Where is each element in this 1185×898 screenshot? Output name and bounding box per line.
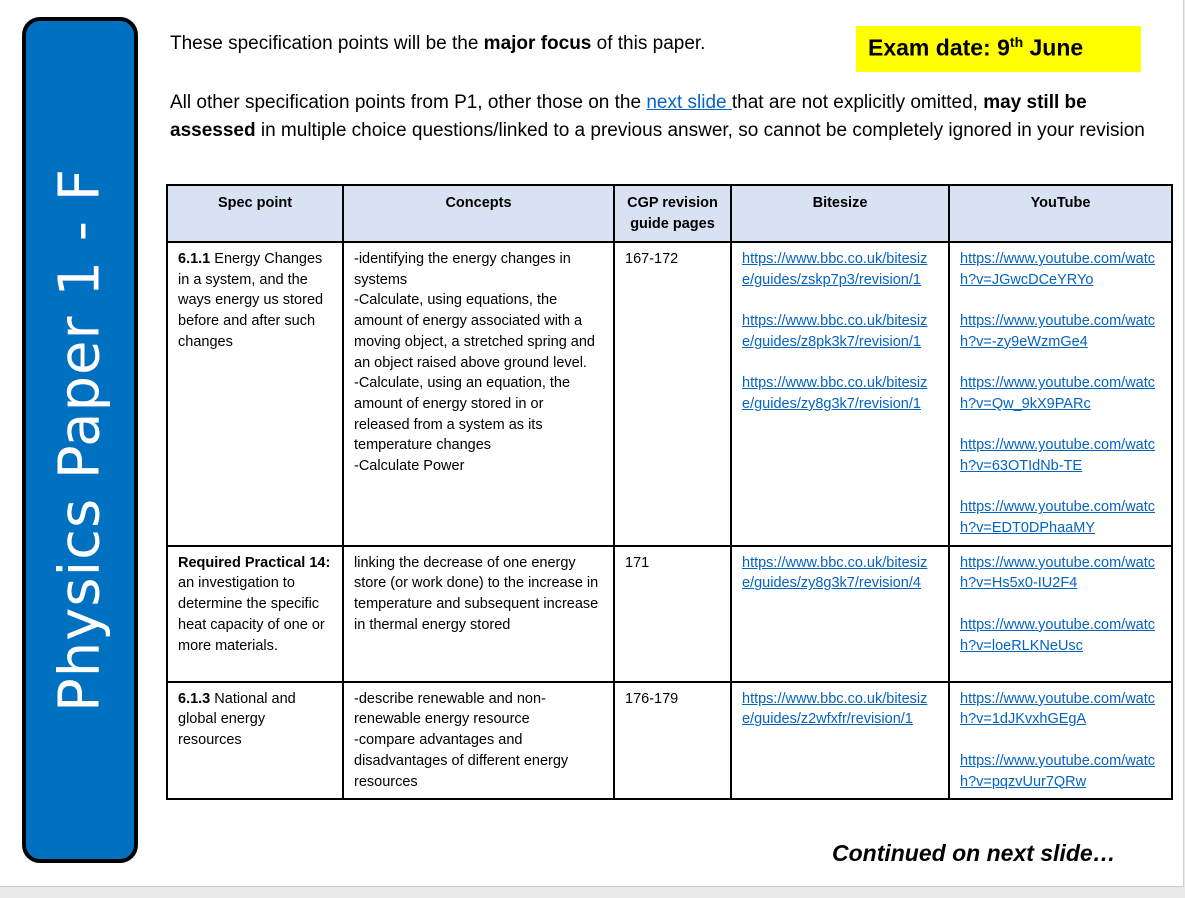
side-title: Physics Paper 1 - F [47,168,113,712]
concept-line: -Calculate Power [354,458,465,475]
header-bitesize: Bitesize [731,185,949,242]
bitesize-link[interactable]: https://www.bbc.co.uk/bitesize/guides/zy8g3k7/revision/4 [742,554,928,592]
intro-line2-bold: may still be assessed [170,92,1087,141]
table-row [167,546,1172,682]
exam-date-sup: th [1009,34,1024,50]
exam-date-suffix: June [1023,34,1084,61]
table-row [167,682,1172,800]
youtube-link[interactable]: https://www.youtube.com/watch?v=loeRLKNeUsc [960,616,1156,654]
bitesize-cell [731,242,949,546]
youtube-cell [949,546,1172,682]
intro-line2-part3: in multiple choice questions/linked to a previous answer, so cannot be completely ignored in your revision [255,119,1145,141]
youtube-link[interactable]: https://www.youtube.com/watch?v=Qw_9kX9PARc [960,375,1156,412]
bitesize-link[interactable]: https://www.bbc.co.uk/bitesize/guides/zskp7p3/revision/1 [742,251,928,288]
concept-line: -identifying the energy changes in systems [354,251,571,288]
youtube-link[interactable]: https://www.youtube.com/watch?v=JGwcDCeYRYo [960,251,1156,288]
header-concepts: Concepts [343,185,614,242]
spec-point-text: Energy Changes in a system, and the ways energy us stored before and after such changes [178,251,324,350]
spec-point-cell [167,546,343,682]
spec-table [166,184,1173,800]
exam-date-prefix: Exam date: 9 [868,34,1010,61]
continued-footer: Continued on next slide… [832,840,1116,866]
concept-line: -Calculate, using an equation, the amount of energy stored in or released from a system as its temperature changes [354,375,571,454]
youtube-link[interactable]: https://www.youtube.com/watch?v=63OTIdNb-TE [960,437,1156,474]
bitesize-link[interactable]: https://www.bbc.co.uk/bitesize/guides/zy8g3k7/revision/1 [742,375,928,412]
header-cgp-pages: CGP revision guide pages [614,185,731,242]
intro-focus-text [170,33,705,55]
concepts-cell [343,682,614,800]
spec-point-text: National and global energy resources [178,690,296,749]
intro-line1-before: These specification points will be the [170,33,484,54]
concept-line: linking the decrease of one energy store (or work done) to the increase in temperature and subsequent increase in thermal energy stored [354,554,599,633]
table-header-row [167,185,1172,242]
table-row [167,242,1172,546]
spec-point-cell [167,682,343,800]
spec-point-code: Required Practical 14: [178,554,331,571]
intro-line1-after: of this paper. [591,33,706,54]
youtube-cell [949,242,1172,546]
spec-point-text: an investigation to determine the specific heat capacity of one or more materials. [178,575,325,654]
header-spec-point: Spec point [167,185,343,242]
intro-line2-part1: All other specification points from P1, other those on the [170,92,647,113]
spec-point-code: 6.1.1 [178,251,211,267]
spec-point-cell [167,242,343,546]
youtube-cell [949,682,1172,800]
youtube-link[interactable]: https://www.youtube.com/watch?v=pqzvUur7QRw [960,752,1156,790]
bitesize-link[interactable]: https://www.bbc.co.uk/bitesize/guides/z8pk3k7/revision/1 [742,313,928,350]
intro-line2-part2: that are not explicitly omitted, [731,92,984,113]
exam-date-box [856,26,1141,72]
concept-line: -Calculate, using equations, the amount of energy associated with a moving object, a stretched spring and an object raised above ground level. [354,292,595,371]
bitesize-cell [731,546,949,682]
side-title-banner [22,17,138,863]
bitesize-cell [731,682,949,800]
cgp-pages-cell: 167-172 [614,242,731,546]
youtube-link[interactable]: https://www.youtube.com/watch?v=Hs5x0-IU2F4 [960,554,1156,592]
next-slide-link[interactable]: next slide [646,92,732,113]
intro-assessment-text [170,89,1150,144]
cgp-pages-cell: 171 [614,546,731,682]
spec-point-code: 6.1.3 [178,690,211,707]
intro-line1-bold: major focus [483,33,592,54]
youtube-link[interactable]: https://www.youtube.com/watch?v=1dJKvxhGEgA [960,690,1156,728]
concept-line: -compare advantages and disadvantages of different energy resources [354,732,569,790]
youtube-link[interactable]: https://www.youtube.com/watch?v=-zy9eWzmGe4 [960,313,1156,350]
header-youtube: YouTube [949,185,1172,242]
concepts-cell [343,546,614,682]
concepts-cell [343,242,614,546]
concept-line: -describe renewable and non-renewable energy resource [354,690,546,728]
youtube-link[interactable]: https://www.youtube.com/watch?v=EDT0DPhaaMY [960,499,1156,537]
bitesize-link[interactable]: https://www.bbc.co.uk/bitesize/guides/z2wfxfr/revision/1 [742,690,928,728]
cgp-pages-cell: 176-179 [614,682,731,800]
